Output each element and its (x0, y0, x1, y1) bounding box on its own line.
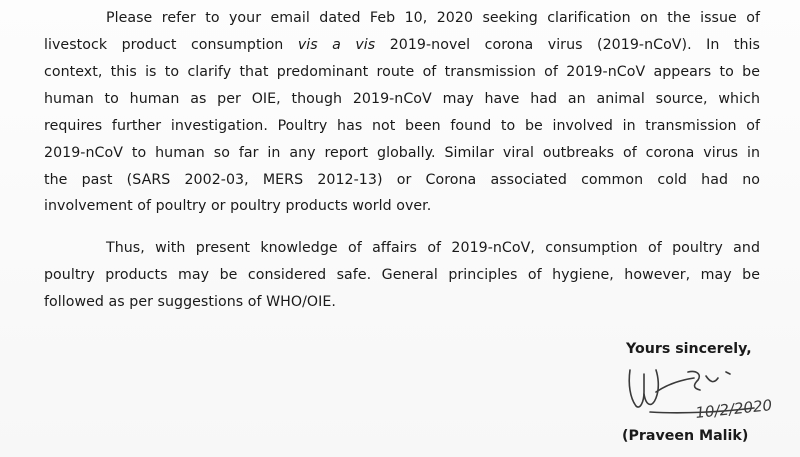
vis-a-vis-text: vis a vis (297, 37, 376, 53)
paragraph-1-line-6: 2019-nCoV to human so far in any report globally. Similar viral outbreaks of corona virus in (44, 145, 760, 161)
paragraph-1-line-2 (44, 35, 760, 55)
paragraph-1-line-5: requires further investigation. Poultry has not been found to be involved in transmission of (44, 118, 760, 134)
signature-date: 10/2/2020 (694, 396, 773, 422)
paragraph-1-line-8: involvement of poultry or poultry products world over. (44, 198, 432, 214)
paragraph-2-line-1: Thus, with present knowledge of affairs of 2019-nCoV, consumption of poultry and (106, 240, 760, 256)
paragraph-1-line-7: the past (SARS 2002-03, MERS 2012-13) or Corona associated common cold had no (44, 172, 760, 188)
closing-salutation: Yours sincerely, (626, 341, 752, 357)
paragraph-2-line-3: followed as per suggestions of WHO/OIE. (44, 294, 336, 310)
line-2-pre: livestock product consumption (44, 37, 298, 53)
line-2-post: 2019-novel corona virus (2019-nCoV). In this (375, 37, 760, 53)
paragraph-2-line-2: poultry products may be considered safe. General principles of hygiene, however, may be (44, 267, 760, 283)
paragraph-1-line-4: human to human as per OIE, though 2019-nCoV may have had an animal source, which (44, 91, 760, 107)
paragraph-1-line-1: Please refer to your email dated Feb 10, 2020 seeking clarification on the issue of (106, 10, 760, 26)
paragraph-1-line-3: context, this is to clarify that predominant route of transmission of 2019-nCoV appears to be (44, 64, 760, 80)
handwritten-signature (622, 362, 782, 424)
signatory-name: (Praveen Malik) (622, 428, 749, 444)
